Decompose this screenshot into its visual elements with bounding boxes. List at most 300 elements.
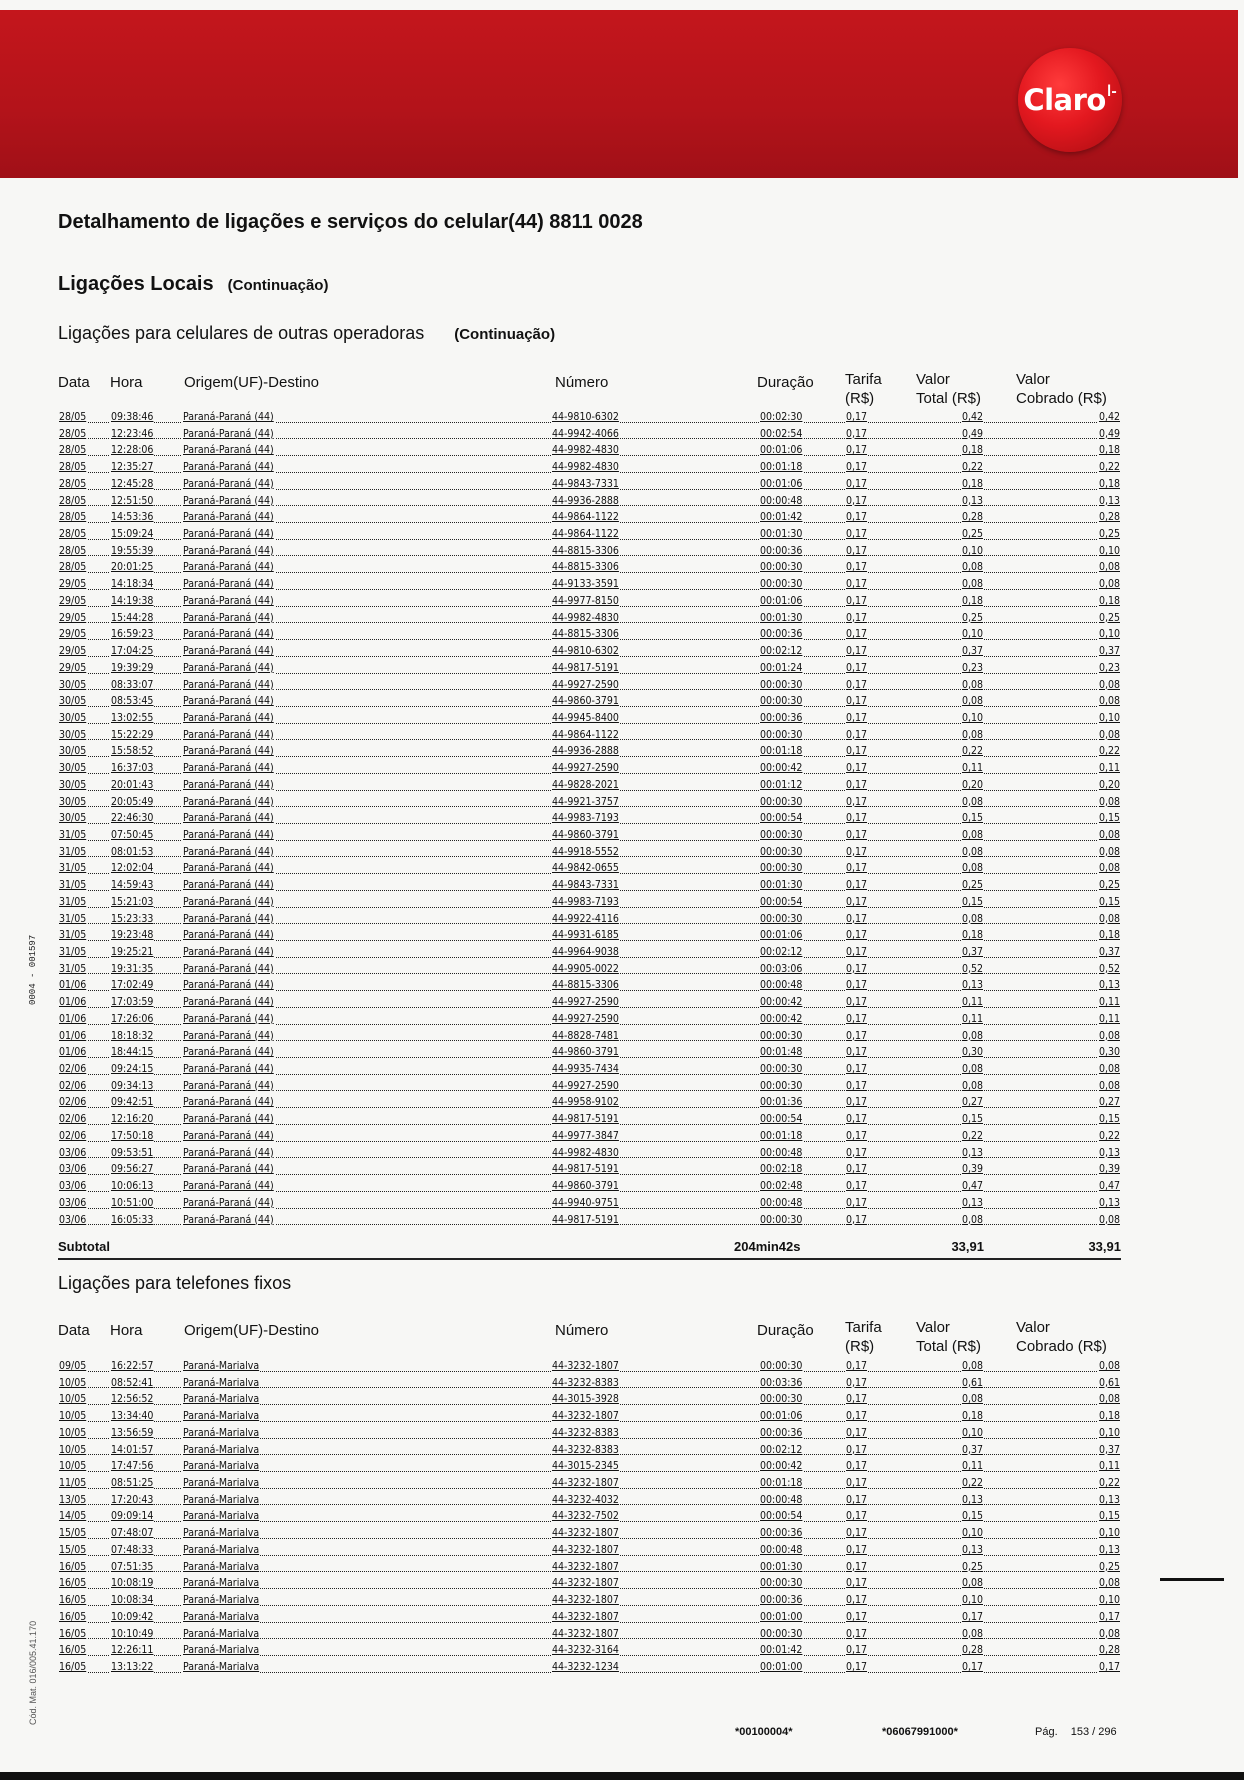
cell-numero: 44-8815-3306 (552, 979, 619, 992)
cell-numero: 44-8815-3306 (552, 544, 619, 557)
cell-data: 29/05 (59, 611, 87, 624)
cell-valor-cobrado: 0,10 (1098, 1594, 1120, 1607)
cell-valor-total: 0,15 (961, 1510, 983, 1523)
cell-data: 31/05 (59, 862, 87, 875)
cell-hora: 07:48:07 (111, 1527, 154, 1540)
cell-data: 30/05 (59, 812, 87, 825)
cell-hora: 12:23:46 (111, 427, 154, 440)
cell-origem: Paraná-Paraná (44) (183, 411, 274, 423)
cell-duracao: 00:01:18 (760, 1129, 803, 1142)
cell-valor-cobrado: 0,30 (1098, 1046, 1120, 1059)
cell-origem: Paraná-Paraná (44) (183, 879, 274, 892)
cell-origem: Paraná-Paraná (44) (183, 1096, 274, 1109)
cell-valor-cobrado: 0,10 (1098, 544, 1120, 557)
cell-duracao: 00:01:06 (760, 444, 803, 457)
col-valor-cobrado: Valor (1016, 1319, 1050, 1336)
cell-tarifa: 0,17 (846, 1477, 868, 1490)
col-tarifa: Tarifa (845, 371, 882, 388)
cell-valor-cobrado: 0,15 (1098, 1113, 1120, 1126)
cell-data: 28/05 (59, 427, 87, 440)
subsection-title-fixos: Ligações para telefones fixos (58, 1273, 292, 1293)
cell-tarifa: 0,17 (846, 845, 868, 858)
cell-valor-cobrado: 0,37 (1098, 1443, 1120, 1456)
cell-duracao: 00:00:54 (760, 812, 803, 825)
table-row (58, 626, 1121, 643)
cell-hora: 09:38:46 (111, 411, 154, 423)
cell-numero: 44-9936-2888 (552, 494, 619, 507)
cell-tarifa: 0,17 (846, 828, 868, 841)
cell-valor-total: 0,27 (961, 1096, 983, 1109)
cell-hora: 16:05:33 (111, 1213, 154, 1226)
section-continuation: (Continuação) (227, 277, 329, 294)
cell-valor-total: 0,08 (961, 862, 983, 875)
col-valor-total-2: Total (R$) (916, 390, 982, 407)
cell-valor-cobrado: 0,13 (1098, 1146, 1120, 1159)
cell-numero: 44-9843-7331 (552, 879, 619, 892)
cell-hora: 12:16:20 (111, 1113, 154, 1126)
cell-hora: 16:22:57 (111, 1360, 154, 1372)
cell-hora: 15:58:52 (111, 745, 154, 758)
col-hora: Hora (110, 374, 143, 391)
cell-hora: 17:50:18 (111, 1129, 154, 1142)
cell-valor-total: 0,28 (961, 1644, 983, 1657)
cell-valor-cobrado: 0,22 (1098, 745, 1120, 758)
cell-hora: 12:28:06 (111, 444, 154, 457)
cell-origem: Paraná-Paraná (44) (183, 795, 274, 808)
cell-valor-cobrado: 0,13 (1098, 494, 1120, 507)
cell-numero: 44-9842-0655 (552, 862, 619, 875)
margin-mark (1160, 1578, 1224, 1581)
cell-valor-cobrado: 0,13 (1098, 1543, 1120, 1556)
cell-data: 16/05 (59, 1627, 87, 1640)
cell-origem: Paraná-Paraná (44) (183, 695, 274, 708)
cell-numero: 44-9918-5552 (552, 845, 619, 858)
cell-duracao: 00:00:54 (760, 895, 803, 908)
cell-hora: 07:48:33 (111, 1543, 154, 1556)
table-row (58, 977, 1121, 994)
cell-numero: 44-3232-8383 (552, 1376, 619, 1389)
cell-origem: Paraná-Paraná (44) (183, 1079, 274, 1092)
cell-tarifa: 0,17 (846, 879, 868, 892)
cell-duracao: 00:00:30 (760, 1079, 803, 1092)
cell-valor-total: 0,23 (961, 661, 983, 674)
table-row (58, 1358, 1121, 1375)
cell-hora: 12:26:11 (111, 1644, 154, 1657)
page-title: Detalhamento de ligações e serviços do celular(44) 8811 0028 (58, 211, 643, 233)
cell-valor-total: 0,08 (961, 1360, 983, 1372)
cell-valor-cobrado: 0,08 (1098, 795, 1120, 808)
cell-origem: Paraná-Paraná (44) (183, 929, 274, 942)
cell-data: 02/06 (59, 1096, 87, 1109)
cell-hora: 08:01:53 (111, 845, 154, 858)
cell-valor-cobrado: 0,52 (1098, 962, 1120, 975)
table-row (58, 1442, 1121, 1459)
cell-duracao: 00:00:42 (760, 1012, 803, 1025)
cell-hora: 10:08:34 (111, 1594, 154, 1607)
cell-hora: 17:47:56 (111, 1460, 154, 1473)
cell-tarifa: 0,17 (846, 711, 868, 724)
cell-valor-total: 0,25 (961, 879, 983, 892)
table-row (58, 1559, 1121, 1576)
cell-data: 16/05 (59, 1644, 87, 1657)
cell-tarifa: 0,17 (846, 895, 868, 908)
cell-duracao: 00:00:48 (760, 494, 803, 507)
cell-tarifa: 0,17 (846, 1079, 868, 1092)
cell-numero: 44-9982-4830 (552, 611, 619, 624)
cell-hora: 08:53:45 (111, 695, 154, 708)
cell-numero: 44-9945-8400 (552, 711, 619, 724)
cell-valor-cobrado: 0,22 (1098, 1477, 1120, 1490)
cell-valor-cobrado: 0,08 (1098, 845, 1120, 858)
cell-data: 03/06 (59, 1213, 87, 1226)
table-row (58, 710, 1121, 727)
cell-numero: 44-3232-7502 (552, 1510, 619, 1523)
cell-data: 28/05 (59, 544, 87, 557)
cell-valor-total: 0,20 (961, 778, 983, 791)
col-valor-cobrado-2: Cobrado (R$) (1016, 390, 1107, 407)
cell-valor-cobrado: 0,17 (1098, 1660, 1120, 1673)
cell-origem: Paraná-Marialva (183, 1360, 260, 1372)
cell-duracao: 00:00:48 (760, 1196, 803, 1209)
page-label: Pág. (1035, 1726, 1058, 1738)
cell-hora: 16:37:03 (111, 762, 154, 775)
cell-data: 30/05 (59, 728, 87, 741)
cell-duracao: 00:00:48 (760, 979, 803, 992)
cell-origem: Paraná-Paraná (44) (183, 594, 274, 607)
cell-origem: Paraná-Paraná (44) (183, 1180, 274, 1193)
cell-origem: Paraná-Marialva (183, 1660, 260, 1673)
cell-numero: 44-9927-2590 (552, 762, 619, 775)
cell-valor-cobrado: 0,25 (1098, 611, 1120, 624)
cell-duracao: 00:02:12 (760, 946, 803, 958)
cell-numero: 44-9828-2021 (552, 778, 619, 791)
cell-duracao: 00:00:30 (760, 678, 803, 691)
cell-hora: 20:01:43 (111, 778, 154, 791)
cell-hora: 12:51:50 (111, 494, 154, 507)
cell-data: 16/05 (59, 1610, 87, 1623)
cell-origem: Paraná-Paraná (44) (183, 979, 274, 992)
cell-valor-total: 0,10 (961, 628, 983, 641)
cell-valor-cobrado: 0,47 (1098, 1180, 1120, 1193)
cell-numero: 44-9935-7434 (552, 1063, 619, 1076)
table-row (58, 459, 1121, 476)
cell-hora: 20:01:25 (111, 561, 154, 574)
cell-origem: Paraná-Marialva (183, 1560, 260, 1573)
cell-valor-total: 0,13 (961, 494, 983, 507)
table-row (58, 944, 1121, 961)
table-row (58, 576, 1121, 593)
cell-hora: 22:46:30 (111, 812, 154, 825)
cell-origem: Paraná-Paraná (44) (183, 1012, 274, 1025)
cell-duracao: 00:01:06 (760, 929, 803, 942)
cell-numero: 44-3232-8383 (552, 1426, 619, 1439)
cell-hora: 19:25:21 (111, 946, 154, 958)
cell-origem: Paraná-Marialva (183, 1460, 260, 1473)
cell-valor-total: 0,08 (961, 1079, 983, 1092)
claro-logo (1018, 48, 1122, 152)
cell-origem: Paraná-Marialva (183, 1610, 260, 1623)
cell-numero: 44-9133-3591 (552, 578, 619, 591)
cell-origem: Paraná-Paraná (44) (183, 645, 274, 658)
cell-valor-cobrado: 0,13 (1098, 979, 1120, 992)
cell-numero: 44-3232-1807 (552, 1594, 619, 1607)
cell-valor-total: 0,22 (961, 1129, 983, 1142)
cell-tarifa: 0,17 (846, 1146, 868, 1159)
cell-data: 30/05 (59, 745, 87, 758)
cell-hora: 10:06:13 (111, 1180, 154, 1193)
cell-numero: 44-3232-1807 (552, 1477, 619, 1490)
table-header-celulares (58, 370, 1121, 410)
cell-numero: 44-9864-1122 (552, 528, 619, 541)
cell-valor-cobrado: 0,25 (1098, 1560, 1120, 1573)
cell-origem: Paraná-Marialva (183, 1426, 260, 1439)
cell-tarifa: 0,17 (846, 1594, 868, 1607)
cell-valor-total: 0,08 (961, 828, 983, 841)
cell-valor-cobrado: 0,18 (1098, 1410, 1120, 1423)
cell-data: 31/05 (59, 845, 87, 858)
cell-origem: Paraná-Paraná (44) (183, 762, 274, 775)
cell-valor-total: 0,08 (961, 728, 983, 741)
cell-valor-cobrado: 0,25 (1098, 528, 1120, 541)
cell-duracao: 00:02:12 (760, 1443, 803, 1456)
table-row (58, 1642, 1121, 1659)
cell-duracao: 00:00:42 (760, 1460, 803, 1473)
cell-numero: 44-9810-6302 (552, 645, 619, 658)
cell-data: 14/05 (59, 1510, 87, 1523)
cell-duracao: 00:00:42 (760, 996, 803, 1009)
col-numero: Número (555, 374, 609, 391)
col-valor-total: Valor (916, 371, 950, 388)
table-row (58, 994, 1121, 1011)
cell-duracao: 00:01:12 (760, 778, 803, 791)
cell-valor-cobrado: 0,10 (1098, 628, 1120, 641)
cell-duracao: 00:00:30 (760, 1360, 803, 1372)
table-row (58, 1508, 1121, 1525)
cell-numero: 44-9860-3791 (552, 695, 619, 708)
cell-duracao: 00:00:54 (760, 1113, 803, 1126)
cell-valor-total: 0,13 (961, 1146, 983, 1159)
cell-valor-cobrado: 0,42 (1098, 411, 1120, 423)
cell-origem: Paraná-Paraná (44) (183, 745, 274, 758)
subtotal-row (58, 1236, 1121, 1260)
cell-numero: 44-8815-3306 (552, 561, 619, 574)
cell-hora: 09:34:13 (111, 1079, 154, 1092)
cell-origem: Paraná-Paraná (44) (183, 611, 274, 624)
cell-data: 01/06 (59, 1012, 87, 1025)
cell-tarifa: 0,17 (846, 1660, 868, 1673)
cell-hora: 13:02:55 (111, 711, 154, 724)
cell-tarifa: 0,17 (846, 645, 868, 658)
page-number (1035, 1726, 1117, 1738)
cell-tarifa: 0,17 (846, 1443, 868, 1456)
cell-data: 29/05 (59, 645, 87, 658)
cell-data: 28/05 (59, 461, 87, 474)
cell-origem: Paraná-Paraná (44) (183, 845, 274, 858)
cell-duracao: 00:01:06 (760, 594, 803, 607)
cell-numero: 44-9977-3847 (552, 1129, 619, 1142)
cell-valor-cobrado: 0,18 (1098, 444, 1120, 457)
cell-numero: 44-8828-7481 (552, 1029, 619, 1042)
cell-valor-cobrado: 0,08 (1098, 561, 1120, 574)
cell-origem: Paraná-Paraná (44) (183, 778, 274, 791)
cell-valor-total: 0,08 (961, 578, 983, 591)
cell-hora: 19:31:35 (111, 962, 154, 975)
table-row (58, 1492, 1121, 1509)
cell-numero: 44-9817-5191 (552, 1113, 619, 1126)
cell-tarifa: 0,17 (846, 1510, 868, 1523)
header-banner (0, 10, 1238, 178)
cell-numero: 44-9927-2590 (552, 678, 619, 691)
cell-valor-total: 0,13 (961, 1493, 983, 1506)
cell-hora: 14:19:38 (111, 594, 154, 607)
cell-duracao: 00:02:30 (760, 411, 803, 423)
cell-valor-total: 0,37 (961, 645, 983, 658)
cell-data: 16/05 (59, 1660, 87, 1673)
cell-valor-cobrado: 0,49 (1098, 427, 1120, 440)
table-row (58, 1145, 1121, 1162)
cell-numero: 44-9864-1122 (552, 728, 619, 741)
cell-origem: Paraná-Paraná (44) (183, 511, 274, 524)
cell-numero: 44-9905-0022 (552, 962, 619, 975)
table-row (58, 827, 1121, 844)
table-row (58, 877, 1121, 894)
cell-data: 15/05 (59, 1543, 87, 1556)
cell-duracao: 00:01:18 (760, 461, 803, 474)
cell-valor-total: 0,11 (961, 1012, 983, 1025)
cell-hora: 14:53:36 (111, 511, 154, 524)
cell-numero: 44-9817-5191 (552, 1163, 619, 1176)
cell-origem: Paraná-Paraná (44) (183, 1163, 274, 1176)
cell-valor-total: 0,39 (961, 1163, 983, 1176)
cell-data: 31/05 (59, 929, 87, 942)
col-tarifa-unit: (R$) (845, 390, 875, 407)
cell-tarifa: 0,17 (846, 946, 868, 958)
cell-numero: 44-9964-9038 (552, 946, 619, 958)
table-header-fixos (58, 1318, 1121, 1358)
cell-tarifa: 0,17 (846, 962, 868, 975)
cell-duracao: 00:00:30 (760, 1029, 803, 1042)
cell-valor-cobrado: 0,08 (1098, 1577, 1120, 1590)
cell-data: 02/06 (59, 1079, 87, 1092)
cell-valor-total: 0,10 (961, 544, 983, 557)
cell-origem: Paraná-Paraná (44) (183, 1146, 274, 1159)
cell-numero: 44-3232-1807 (552, 1577, 619, 1590)
cell-duracao: 00:00:30 (760, 862, 803, 875)
cell-valor-total: 0,08 (961, 1213, 983, 1226)
cell-origem: Paraná-Paraná (44) (183, 728, 274, 741)
cell-hora: 12:35:27 (111, 461, 154, 474)
cell-hora: 12:02:04 (111, 862, 154, 875)
cell-valor-cobrado: 0,08 (1098, 912, 1120, 925)
cell-duracao: 00:00:48 (760, 1493, 803, 1506)
cell-valor-cobrado: 0,08 (1098, 1360, 1120, 1372)
cell-valor-total: 0,15 (961, 895, 983, 908)
cell-tarifa: 0,17 (846, 1113, 868, 1126)
cell-numero: 44-9864-1122 (552, 511, 619, 524)
cell-origem: Paraná-Paraná (44) (183, 1196, 274, 1209)
cell-valor-total: 0,13 (961, 979, 983, 992)
cell-valor-total: 0,08 (961, 1627, 983, 1640)
cell-valor-cobrado: 0,61 (1098, 1376, 1120, 1389)
cell-origem: Paraná-Marialva (183, 1644, 260, 1657)
cell-origem: Paraná-Marialva (183, 1543, 260, 1556)
col-data: Data (58, 1322, 90, 1339)
subtotal-valor-cobrado: 33,91 (1088, 1239, 1121, 1254)
cell-numero: 44-9936-2888 (552, 745, 619, 758)
cell-hora: 10:08:19 (111, 1577, 154, 1590)
cell-data: 11/05 (59, 1477, 87, 1490)
cell-numero: 44-3232-1807 (552, 1560, 619, 1573)
cell-tarifa: 0,17 (846, 427, 868, 440)
table-row (58, 1391, 1121, 1408)
cell-hora: 10:09:42 (111, 1610, 154, 1623)
material-code: Cód. Mat. 016/005.41.170 (28, 1620, 38, 1725)
cell-numero: 44-9927-2590 (552, 1079, 619, 1092)
table-row (58, 693, 1121, 710)
cell-valor-total: 0,10 (961, 1527, 983, 1540)
cell-valor-total: 0,42 (961, 411, 983, 423)
table-row (58, 1475, 1121, 1492)
cell-duracao: 00:01:00 (760, 1660, 803, 1673)
cell-hora: 09:56:27 (111, 1163, 154, 1176)
cell-valor-total: 0,15 (961, 1113, 983, 1126)
cell-valor-total: 0,10 (961, 1426, 983, 1439)
col-valor-total: Valor (916, 1319, 950, 1336)
cell-duracao: 00:00:54 (760, 1510, 803, 1523)
cell-data: 02/06 (59, 1113, 87, 1126)
cell-valor-total: 0,13 (961, 1543, 983, 1556)
cell-duracao: 00:00:48 (760, 1146, 803, 1159)
table-row (58, 660, 1121, 677)
cell-origem: Paraná-Paraná (44) (183, 544, 274, 557)
cell-valor-total: 0,10 (961, 1594, 983, 1607)
cell-origem: Paraná-Marialva (183, 1376, 260, 1389)
cell-tarifa: 0,17 (846, 1543, 868, 1556)
cell-numero: 44-9982-4830 (552, 461, 619, 474)
cell-hora: 15:09:24 (111, 528, 154, 541)
cell-data: 28/05 (59, 528, 87, 541)
cell-origem: Paraná-Paraná (44) (183, 494, 274, 507)
table-row (58, 1425, 1121, 1442)
col-tarifa-unit: (R$) (845, 1338, 875, 1355)
col-duracao: Duração (757, 374, 814, 391)
cell-numero: 44-9927-2590 (552, 1012, 619, 1025)
cell-tarifa: 0,17 (846, 862, 868, 875)
table-row (58, 1128, 1121, 1145)
cell-duracao: 00:02:48 (760, 1180, 803, 1193)
cell-valor-total: 0,11 (961, 996, 983, 1009)
cell-valor-cobrado: 0,15 (1098, 812, 1120, 825)
cell-tarifa: 0,17 (846, 611, 868, 624)
cell-numero: 44-3232-1234 (552, 1660, 619, 1673)
cell-duracao: 00:00:30 (760, 1213, 803, 1226)
cell-origem: Paraná-Paraná (44) (183, 895, 274, 908)
cell-tarifa: 0,17 (846, 812, 868, 825)
cell-valor-total: 0,18 (961, 444, 983, 457)
cell-duracao: 00:03:06 (760, 962, 803, 975)
cell-valor-total: 0,11 (961, 1460, 983, 1473)
cell-valor-cobrado: 0,08 (1098, 1393, 1120, 1406)
cell-tarifa: 0,17 (846, 1129, 868, 1142)
cell-tarifa: 0,17 (846, 494, 868, 507)
col-valor-cobrado-2: Cobrado (R$) (1016, 1338, 1107, 1355)
cell-tarifa: 0,17 (846, 912, 868, 925)
cell-duracao: 00:02:54 (760, 427, 803, 440)
col-valor-total-2: Total (R$) (916, 1338, 982, 1355)
cell-tarifa: 0,17 (846, 778, 868, 791)
cell-valor-total: 0,08 (961, 1393, 983, 1406)
cell-duracao: 00:00:36 (760, 628, 803, 641)
